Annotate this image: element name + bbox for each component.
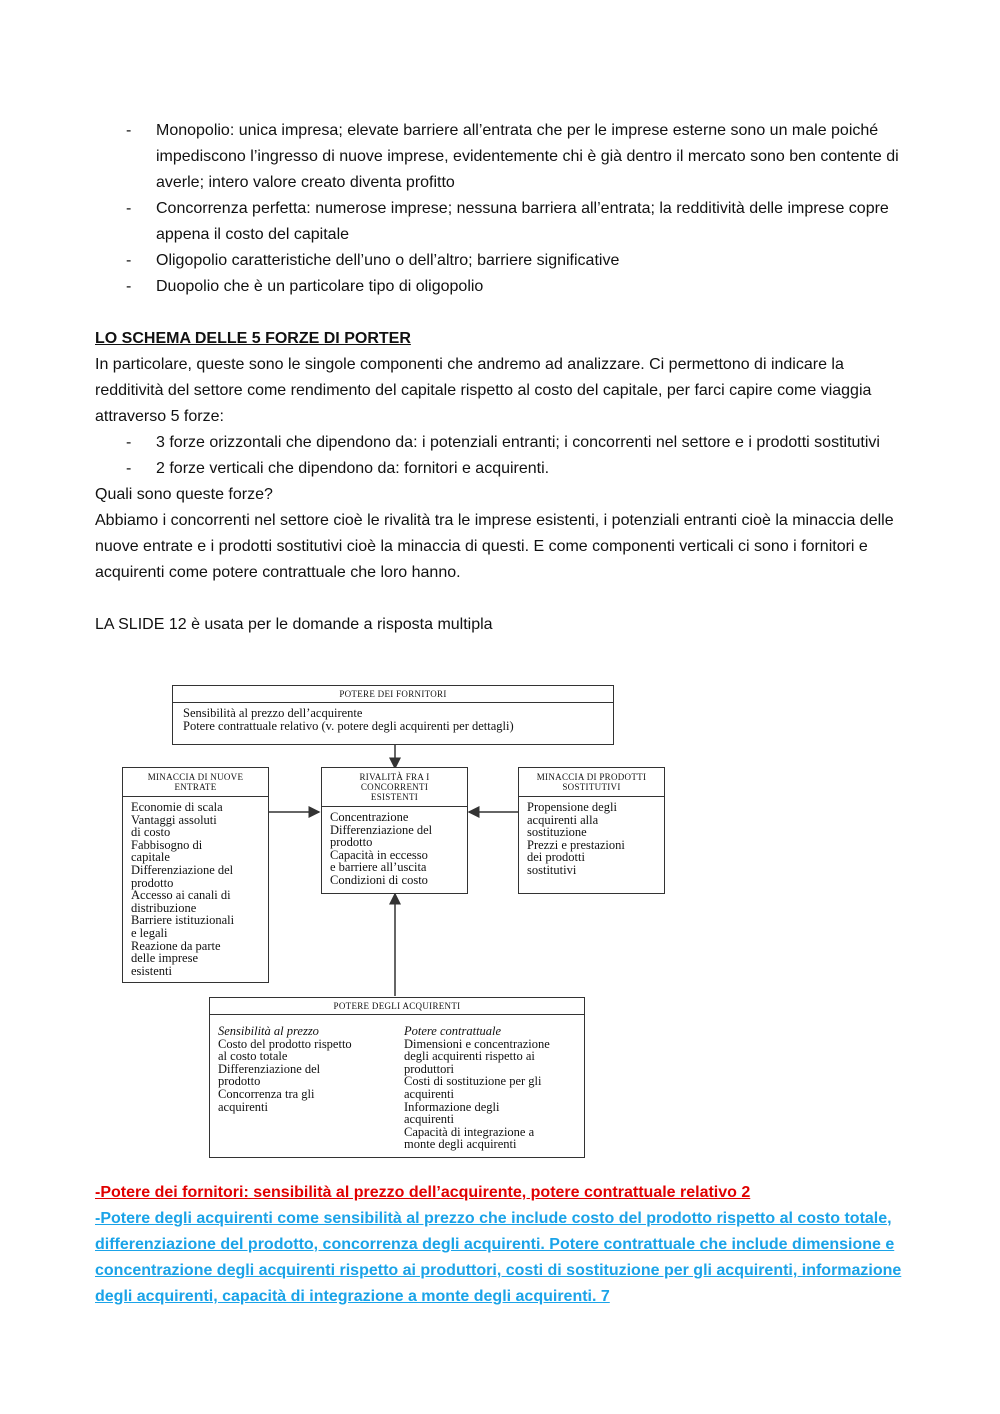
list-item: - 2 forze verticali che dipendono da: fornitori e acquirenti. bbox=[95, 456, 915, 482]
box-line: Condizioni di costo bbox=[330, 872, 428, 887]
box-line: Dimensioni e concentrazione bbox=[404, 1036, 550, 1051]
column-heading: Potere contrattuale bbox=[404, 1024, 502, 1038]
document-page bbox=[95, 118, 915, 638]
box-line: Costo del prodotto rispetto bbox=[218, 1036, 352, 1051]
box-minaccia-nuove-entrate bbox=[122, 767, 269, 983]
box-line: acquirenti bbox=[404, 1112, 454, 1127]
box-line: produttori bbox=[404, 1061, 454, 1076]
box-line: prodotto bbox=[131, 875, 174, 890]
box-body bbox=[322, 807, 467, 891]
box-line: Capacità di integrazione a bbox=[404, 1124, 535, 1139]
box-potere-acquirenti bbox=[209, 997, 585, 1158]
box-title: POTERE DEGLI ACQUIRENTI bbox=[210, 998, 584, 1015]
box-line: di costo bbox=[131, 825, 171, 840]
section-heading: LO SCHEMA DELLE 5 FORZE DI PORTER bbox=[95, 330, 411, 347]
box-line: Barriere istituzionali bbox=[131, 913, 235, 928]
list-item: - Duopolio che è un particolare tipo di oligopolio bbox=[95, 274, 915, 300]
column-lines bbox=[218, 1038, 408, 1114]
answer-paragraph: Abbiamo i concorrenti nel settore cioè le rivalità tra le imprese esistenti, i potenziali entranti cioè la minaccia delle nuove entrate e i prodotti sostitutivi cioè la minaccia di questi. E come componenti verticali ci sono i fornitori e acquirenti come potere contrattuale che loro hanno. bbox=[95, 512, 894, 581]
box-line: Potere contrattuale relativo (v. potere degli acquirenti per dettagli) bbox=[183, 719, 514, 733]
box-line: acquirenti bbox=[218, 1099, 268, 1114]
box-line: sostitutivi bbox=[527, 862, 577, 877]
list-item: - Concorrenza perfetta: numerose imprese; nessuna barriera all’entrata; la redditività delle imprese copre appena il costo del capitale bbox=[95, 196, 915, 248]
list-item: - 3 forze orizzontali che dipendono da: i potenziali entranti; i concorrenti nel settore e i prodotti sostitutivi bbox=[95, 430, 915, 456]
box-line: Accesso ai canali di bbox=[131, 888, 231, 903]
blue-note: -Potere degli acquirenti come sensibilità al prezzo che include costo del prodotto rispetto al costo totale, differenziazione del prodotto, concorrenza degli acquirenti. Potere contrattuale che include dimensione e concentrazione degli acquirenti rispetto ai produttori, costi di sostituzione per gli acquirenti, informazione degli acquirenti, capacità di integrazione a monte degli acquirenti. 7 bbox=[95, 1210, 902, 1305]
porter-five-forces-diagram bbox=[115, 680, 675, 1160]
notes-section bbox=[95, 1180, 915, 1310]
box-potere-fornitori bbox=[172, 685, 614, 745]
box-line: Prezzi e prestazioni bbox=[527, 837, 625, 852]
box-line: prodotto bbox=[218, 1074, 261, 1089]
box-line: Differenziazione del bbox=[330, 822, 433, 837]
box-line: Capacità in eccesso bbox=[330, 847, 428, 862]
box-line: monte degli acquirenti bbox=[404, 1137, 517, 1152]
red-note: -Potere dei fornitori: sensibilità al prezzo dell’acquirente, potere contrattuale relativo 2 bbox=[95, 1184, 751, 1201]
market-forms-list bbox=[95, 118, 915, 300]
box-minaccia-prodotti-sostitutivi bbox=[518, 767, 665, 894]
box-line: Differenziazione del bbox=[131, 862, 234, 877]
box-title: MINACCIA DI NUOVE ENTRATE bbox=[123, 768, 268, 797]
column-heading: Sensibilità al prezzo bbox=[218, 1024, 319, 1038]
box-body bbox=[519, 797, 664, 881]
box-line: dei prodotti bbox=[527, 850, 585, 865]
box-line: acquirenti bbox=[404, 1086, 454, 1101]
column-lines bbox=[404, 1038, 589, 1151]
box-line: acquirenti alla bbox=[527, 812, 599, 827]
box-title: POTERE DEI FORNITORI bbox=[173, 686, 613, 703]
box-line: Propensione degli bbox=[527, 800, 617, 814]
list-item: - Oligopolio caratteristiche dell’uno o dell’altro; barriere significative bbox=[95, 248, 915, 274]
box-title: RIVALITÀ FRA I CONCORRENTI ESISTENTI bbox=[322, 768, 467, 807]
box-line: distribuzione bbox=[131, 900, 197, 915]
box-line: delle imprese bbox=[131, 951, 198, 966]
box-line: prodotto bbox=[330, 835, 373, 850]
box-line: Economie di scala bbox=[131, 800, 223, 814]
box-line: Informazione degli bbox=[404, 1099, 500, 1114]
box-line: e barriere all’uscita bbox=[330, 860, 427, 875]
sensibilita-column bbox=[210, 1021, 416, 1117]
box-body bbox=[123, 797, 268, 981]
box-line: capitale bbox=[131, 850, 170, 865]
box-title: MINACCIA DI PRODOTTI SOSTITUTIVI bbox=[519, 768, 664, 797]
intro-paragraph: In particolare, queste sono le singole componenti che andremo ad analizzare. Ci permettono di indicare la redditività del settore come rendimento del capitale rispetto al costo del capitale, per farci capire come viaggia attraverso 5 forze: bbox=[95, 356, 872, 425]
box-line: sostituzione bbox=[527, 825, 587, 840]
box-line: al costo totale bbox=[218, 1049, 288, 1064]
list-item: - Monopolio: unica impresa; elevate barriere all’entrata che per le imprese esterne sono un male poiché impediscono l’ingresso di nuove imprese, evidentemente chi è già dentro il mercato sono ben contente di averle; intero valore creato diventa profitto bbox=[95, 118, 915, 196]
potere-contrattuale-column bbox=[396, 1021, 597, 1155]
box-line: Differenziazione del bbox=[218, 1061, 321, 1076]
box-line: Costi di sostituzione per gli bbox=[404, 1074, 542, 1089]
box-line: Vantaggi assoluti bbox=[131, 812, 217, 827]
box-line: degli acquirenti rispetto ai bbox=[404, 1049, 535, 1064]
box-line: Concorrenza tra gli bbox=[218, 1086, 315, 1101]
box-line: e legali bbox=[131, 925, 168, 940]
box-rivalita-concorrenti bbox=[321, 767, 468, 894]
box-line: Sensibilità al prezzo dell’acquirente bbox=[183, 706, 363, 720]
question-text: Quali sono queste forze? bbox=[95, 486, 273, 503]
box-line: Fabbisogno di bbox=[131, 837, 203, 852]
box-line: esistenti bbox=[131, 963, 172, 978]
forces-list bbox=[95, 430, 915, 482]
slide-note: LA SLIDE 12 è usata per le domande a risposta multipla bbox=[95, 616, 493, 633]
box-line: Reazione da parte bbox=[131, 938, 221, 953]
box-line: Concentrazione bbox=[330, 810, 409, 824]
